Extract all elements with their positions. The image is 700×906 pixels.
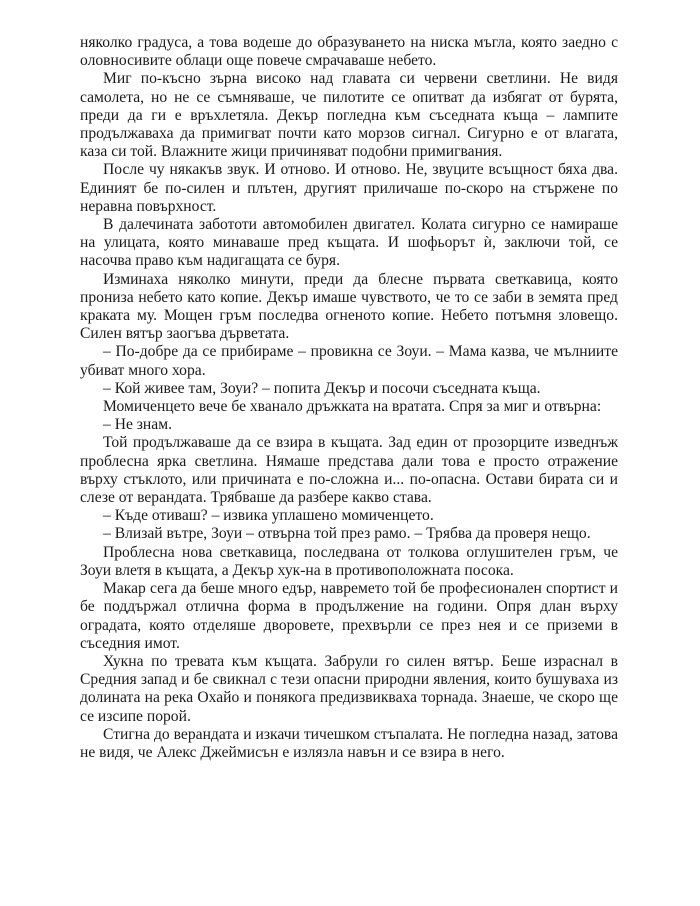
paragraph: Стигна до верандата и изкачи тичешком стъпалата. Не погледна назад, затова не видя, че Алекс Джеймисън е излязла навън и се взира в него. [80,725,618,761]
paragraph: Макар сега да беше много едър, навремето той бе професионален спортист и бе поддържал отлична форма в продължение на години. Опря длан върху оградата, която отделяше дворовете, прехвърли се през нея и се приземи в съседния имот. [80,580,618,652]
paragraph: В далечината забототи автомобилен двигател. Колата сигурно се намираше на улицата, която минаваше пред къщата. И шофьорът ѝ, заключи той, се насочва право към надигащата се буря. [80,216,618,270]
paragraph: Той продължаваше да се взира в къщата. Зад един от прозорците изведнъж проблесна ярка светлина. Нямаше представа дали това е просто отражение върху стъклото, или причината е по-сложна и... по-опасна. Остави бирата си и слезе от верандата. Трябваше да разбере какво става. [80,434,618,507]
paragraph: Изминаха няколко минути, преди да блесне първата светкавица, която прониза небето като копие. Декър имаше чувството, че то се заби в земята пред краката му. Мощен гръм последва огненото копие. Небето потъмня зловещо. Силен вятър заогъва дърветата. [80,270,618,343]
dialogue-line: – Не знам. [103,416,172,434]
dialogue-line: – Влизай вътре, Зоуи – отвърна той през рамо. – Трябва да проверя нещо. [103,525,591,543]
paragraph: Момиченцето вече бе хванало дръжката на вратата. Спря за миг и отвърна: [103,398,602,416]
paragraph: После чу някакъв звук. И отново. И отново. Не, звуците всъщност бяха два. Единият бе по-силен и плътен, другият приличаше по-скоро на стържене по неравна повърхност. [80,161,618,215]
dialogue-line: – Къде отиваш? – извика уплашено момиченцето. [103,507,434,525]
document-page [80,34,618,762]
paragraph: няколко градуса, а това водеше до образуването на ниска мъгла, която заедно с оловносивите облаци още повече смрачаваше небето. [80,34,618,70]
dialogue-line: – Кой живее там, Зоуи? – попита Декър и посочи съседната къща. [103,379,541,397]
dialogue-line: – По-добре да се прибираме – провикна се Зоуи. – Мама казва, че мълниите убиват много хора. [80,343,618,379]
paragraph: Проблесна нова светкавица, последвана от толкова оглушителен гръм, че Зоуи влетя в къщата, а Декър хук-на в противоположната посока. [80,543,618,579]
paragraph: Миг по-късно зърна високо над главата си червени светлини. Не видя самолета, но не се съмняваше, че пилотите се опитват да избягат от бурята, преди да ги е връхлетяла. Декър погледна към съседната къща – лампите продължаваха да примигват почти като морзов сигнал. Сигурно е от влагата, каза си той. Влажните жици причиняват подобни примигвания. [80,70,618,161]
paragraph: Хукна по тревата към къщата. Забрули го силен вятър. Беше израснал в Средния запад и бе свикнал с тези опасни природни явления, които бушуваха из долината на река Охайо и понякога предизвикваха торнада. Знаеше, че скоро ще се изсипе порой. [80,652,618,725]
